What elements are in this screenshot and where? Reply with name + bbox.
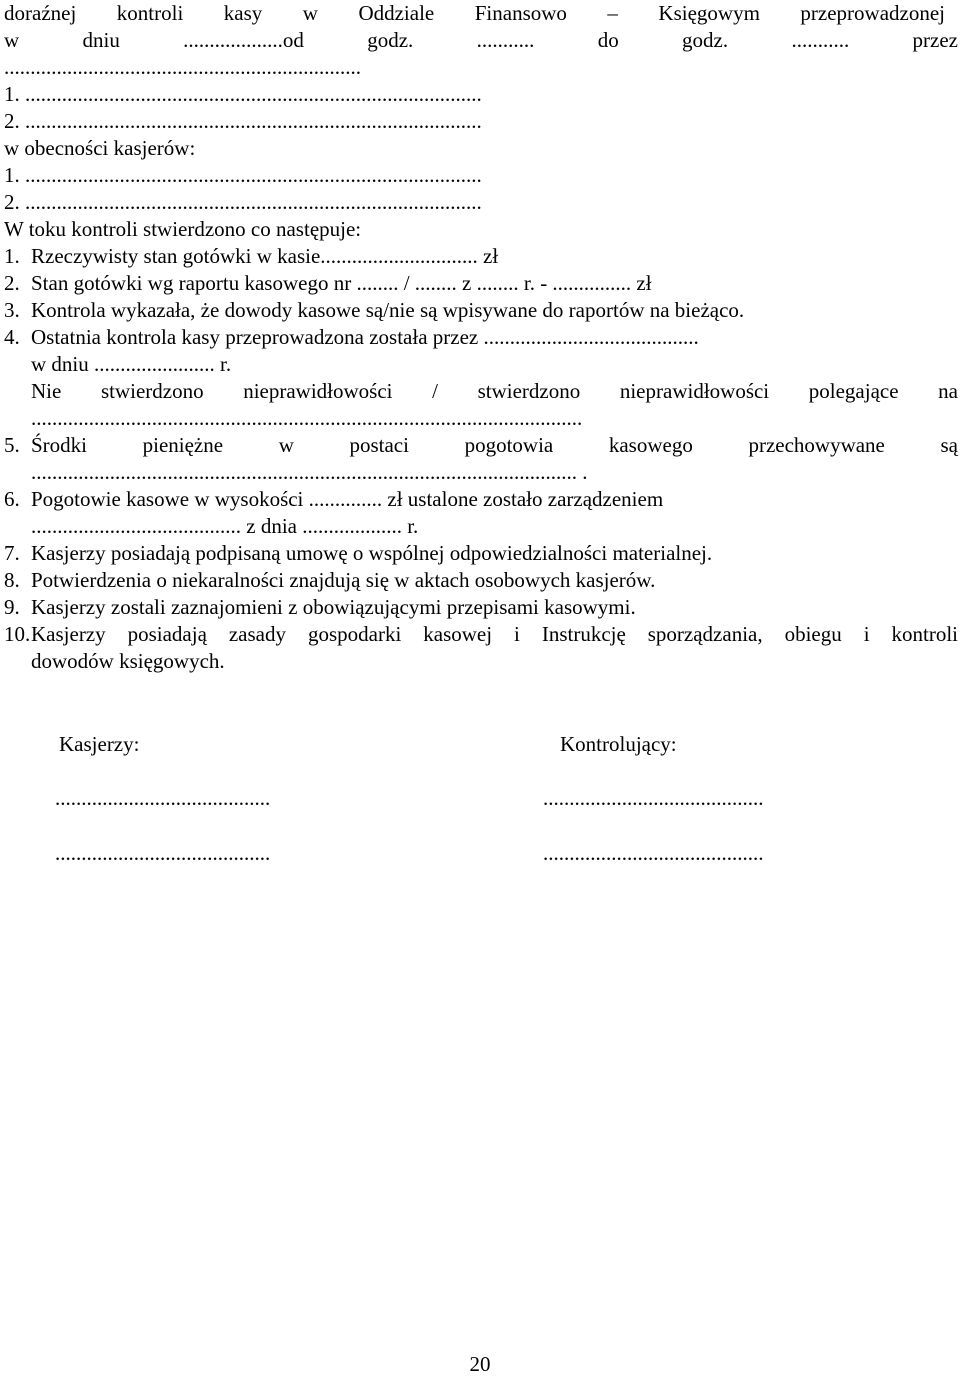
page-number: 20 xyxy=(469,1352,491,1376)
cashiers-label: Kasjerzy: xyxy=(59,732,140,756)
cashier-line-2: 2. ....................................................................................... xyxy=(4,190,482,214)
item-text: Kasjerzy zostali zaznajomieni z obowiązującymi przepisami kasowymi. xyxy=(31,595,636,619)
item-number: 8. xyxy=(4,568,20,592)
item-number: 1. xyxy=(4,244,20,268)
performer-line-1: 1. ....................................................................................... xyxy=(4,82,482,106)
item-number: 5. xyxy=(4,433,20,457)
controller-signature-line: .......................................... xyxy=(543,786,764,810)
presence-label: w obecności kasjerów: xyxy=(4,136,196,160)
header-line-2: w dniu ...................od godz. ........... do godz. ........... przez xyxy=(4,28,958,52)
controllers-label: Kontrolujący: xyxy=(560,732,677,756)
item-text-continuation: Nie stwierdzono nieprawidłowości / stwierdzono nieprawidłowości polegające na xyxy=(31,379,958,403)
cashier-signature-line: ......................................... xyxy=(55,786,271,810)
item-text-continuation: dowodów księgowych. xyxy=(31,649,225,673)
performer-line-2: 2. ....................................................................................... xyxy=(4,109,482,133)
item-number: 2. xyxy=(4,271,20,295)
item-number: 7. xyxy=(4,541,20,565)
item-text-continuation: ........................................ z dnia ................... r. xyxy=(31,514,419,538)
item-text-continuation: ......................................................................................................... xyxy=(31,406,583,430)
item-text: Środki pieniężne w postaci pogotowia kasowego przechowywane są xyxy=(31,433,958,457)
item-text: Pogotowie kasowe w wysokości .............. zł ustalone zostało zarządzeniem xyxy=(31,487,664,511)
item-text: Potwierdzenia o niekaralności znajdują się w aktach osobowych kasjerów. xyxy=(31,568,656,592)
header-line-1: doraźnej kontroli kasy w Oddziale Finansowo – Księgowym przeprowadzonej xyxy=(4,1,945,25)
item-text-continuation: w dniu ....................... r. xyxy=(31,352,232,376)
item-text: Stan gotówki wg raportu kasowego nr ........ / ........ z ........ r. - ............... zł xyxy=(31,271,652,295)
header-line-3: .................................................................... xyxy=(4,55,361,79)
item-number: 3. xyxy=(4,298,20,322)
findings-intro: W toku kontroli stwierdzono co następuje: xyxy=(4,217,362,241)
cashier-signature-line: ......................................... xyxy=(55,841,271,865)
controller-signature-line: .......................................... xyxy=(543,841,764,865)
item-text: Kasjerzy posiadają zasady gospodarki kasowej i Instrukcję sporządzania, obiegu i kontroli xyxy=(31,622,958,646)
item-text: Rzeczywisty stan gotówki w kasie.............................. zł xyxy=(31,244,499,268)
item-number: 9. xyxy=(4,595,20,619)
item-number: 10. xyxy=(4,622,31,646)
item-number: 4. xyxy=(4,325,20,349)
cashier-line-1: 1. ....................................................................................... xyxy=(4,163,482,187)
item-text: Kasjerzy posiadają podpisaną umowę o wspólnej odpowiedzialności materialnej. xyxy=(31,541,713,565)
item-text: Ostatnia kontrola kasy przeprowadzona została przez ......................................... xyxy=(31,325,699,349)
item-text: Kontrola wykazała, że dowody kasowe są/nie są wpisywane do raportów na bieżąco. xyxy=(31,298,745,322)
item-text-continuation: ........................................................................................................ . xyxy=(31,460,588,484)
item-number: 6. xyxy=(4,487,20,511)
